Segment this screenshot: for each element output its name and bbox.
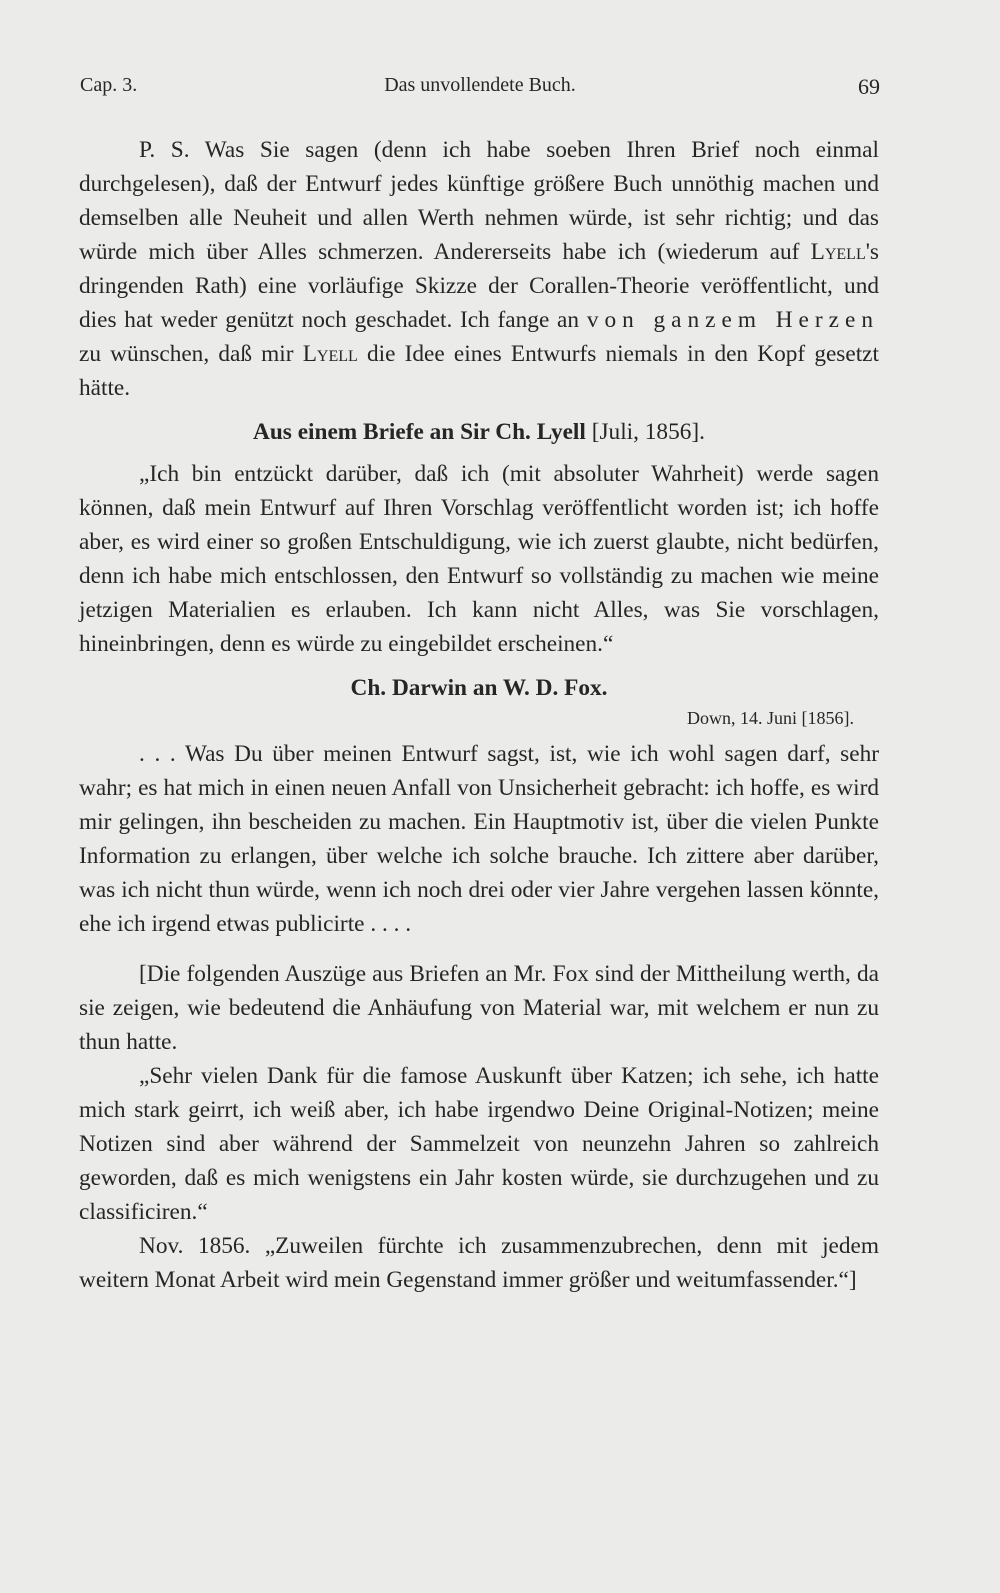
running-title: Das unvollendete Buch. bbox=[384, 74, 576, 96]
ps-text-3: zu wünschen, daß mir bbox=[79, 341, 303, 367]
letter-lyell-paragraph: „Ich bin entzückt darüber, daß ich (mit absoluter Wahrheit) werde sagen können, daß mein Entwurf auf Ihren Vorschlag veröffentlicht worden ist; ich hoffe aber, es wird einer so großen Entschuldigung, wie ich zuerst glaubte, nicht bedürfen, denn ich habe mich entschlossen, den Entwurf so vollständig zu machen wie meine jetzigen Materialien es erlauben. Ich kann nicht Alles, was Sie vorschlagen, hineinbringen, denn es würde zu eingebildet erscheinen.“ bbox=[79, 461, 879, 657]
heading-title: Ch. Darwin an W. D. Fox. bbox=[350, 675, 608, 701]
section-gap bbox=[79, 941, 879, 957]
ps-text-2: 's dringenden Rath) eine vorläufige Skizze der Corallen-Theorie veröffentlicht, und dies hat weder genützt noch geschadet. Ich fange an bbox=[79, 239, 879, 333]
body-text bbox=[79, 133, 879, 1297]
postscript-paragraph bbox=[79, 133, 879, 405]
name-lyell: Lyell bbox=[302, 341, 358, 367]
page-number: 69 bbox=[858, 74, 880, 99]
running-head bbox=[80, 74, 880, 104]
letter-fox-paragraph: . . . Was Du über meinen Entwurf sagst, ist, wie ich wohl sagen darf, sehr wahr; es hat mich in einen neuen Anfall von Unsicherheit gebracht: ich hoffe, es wird mir gelingen, ihn bescheiden zu machen. Ein Hauptmotiv ist, über die vielen Punkte Information zu erlangen, über welche ich solche brauche. Ich zittere aber darüber, was ich nicht thun würde, wenn ich noch drei oder vier Jahre vergehen lassen könnte, ehe ich irgend etwas publicirte . . . . bbox=[79, 741, 879, 937]
editorial-note-paragraph: [Die folgenden Auszüge aus Briefen an Mr. Fox sind der Mittheilung werth, da sie zeigen, wie bedeutend die Anhäufung von Material war, mit welchem er nun zu thun hatte. bbox=[79, 961, 879, 1055]
heading-date: [Juli, 1856]. bbox=[585, 419, 705, 445]
nov-1856-paragraph: Nov. 1856. „Zuweilen fürchte ich zusammenzubrechen, denn mit jedem weitern Monat Arbeit wird mein Gegenstand immer größer und weitumfassender.“] bbox=[79, 1233, 879, 1293]
ps-text-4: die Idee eines Entwurfs niemals in den Kopf gesetzt hätte. bbox=[79, 341, 879, 401]
name-lyell: Lyell bbox=[810, 239, 866, 265]
letter-heading-fox bbox=[79, 671, 879, 705]
letter-heading-lyell bbox=[79, 415, 879, 449]
chapter-label: Cap. 3. bbox=[80, 74, 138, 96]
emphasis-spaced: von ganzem Herzen bbox=[586, 307, 879, 333]
cats-paragraph: „Sehr vielen Dank für die famose Auskunft über Katzen; ich sehe, ich hatte mich stark geirrt, ich weiß aber, ich habe irgendwo Deine Original-Notizen; meine Notizen sind aber während der Sammelzeit von neunzehn Jahren so zahlreich geworden, daß es mich wenigstens ein Jahr kosten würde, sie durchzugehen und zu classificiren.“ bbox=[79, 1063, 879, 1225]
ps-text-1: P. S. Was Sie sagen (denn ich habe soeben Ihren Brief noch einmal durchgelesen), daß der Entwurf jedes künftige größere Buch unnöthig machen und demselben alle Neuheit und allen Werth nehmen würde, ist sehr richtig; und das würde mich über Alles schmerzen. Andererseits habe ich (wiederum auf bbox=[79, 137, 879, 265]
heading-title: Aus einem Briefe an Sir Ch. Lyell bbox=[253, 419, 586, 445]
letter-dateline: Down, 14. Juni [1856]. bbox=[687, 708, 854, 728]
